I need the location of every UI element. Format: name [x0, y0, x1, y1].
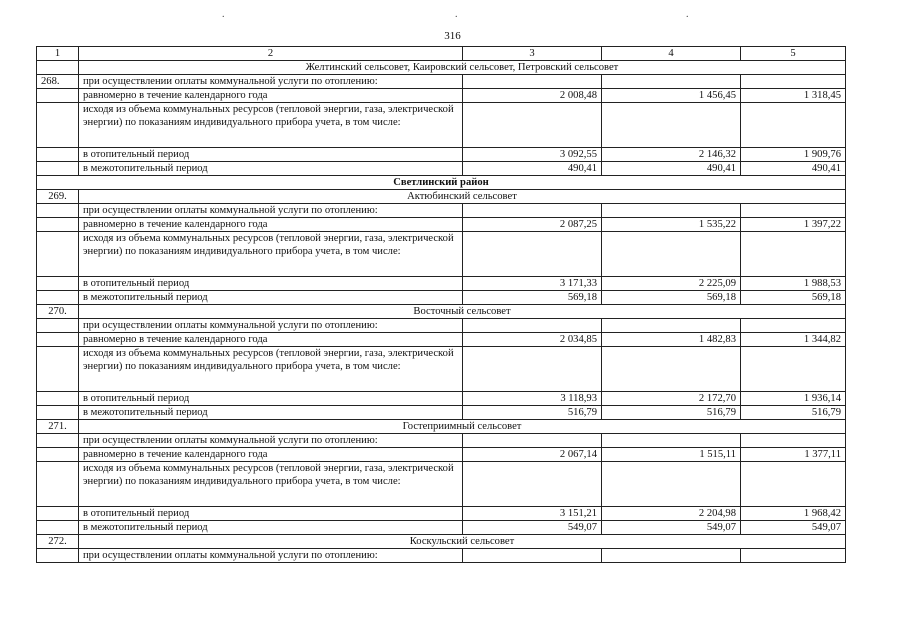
row-number-cell — [37, 148, 79, 162]
table-row — [37, 392, 846, 406]
table-row — [37, 162, 846, 176]
table-row — [37, 347, 846, 392]
value-cell-col4: 1 456,45 — [602, 89, 741, 103]
value-cell-col5: 490,41 — [741, 162, 846, 176]
value-cell-col3 — [463, 103, 602, 148]
value-cell-col5 — [741, 204, 846, 218]
row-number-cell — [37, 162, 79, 176]
row-label: в межотопительный период — [79, 521, 463, 535]
row-number-cell — [37, 434, 79, 448]
table-row — [37, 462, 846, 507]
page-number: 316 — [444, 30, 461, 42]
value-cell-col4: 2 204,98 — [602, 507, 741, 521]
value-cell-col4 — [602, 204, 741, 218]
row-label: исходя из объема коммунальных ресурсов (тепловой энергии, газа, электрической энергии) по показаниям индивидуального прибора учета, в том числе: — [79, 103, 463, 148]
section-row — [37, 61, 846, 75]
row-number-cell — [37, 462, 79, 507]
table-row — [37, 333, 846, 347]
value-cell-col3 — [463, 462, 602, 507]
section-row — [37, 535, 846, 549]
value-cell-col4: 2 172,70 — [602, 392, 741, 406]
table-row — [37, 319, 846, 333]
value-cell-col5: 1 968,42 — [741, 507, 846, 521]
table-row — [37, 448, 846, 462]
row-number-cell: 269. — [37, 190, 79, 204]
scan-dot: . — [222, 9, 225, 20]
row-label: в межотопительный период — [79, 162, 463, 176]
row-number-cell — [37, 277, 79, 291]
value-cell-col4: 490,41 — [602, 162, 741, 176]
table-row — [37, 507, 846, 521]
row-label: исходя из объема коммунальных ресурсов (тепловой энергии, газа, электрической энергии) по показаниям индивидуального прибора учета, в том числе: — [79, 232, 463, 277]
row-label: в отопительный период — [79, 507, 463, 521]
value-cell-col4: 2 225,09 — [602, 277, 741, 291]
table-row — [37, 277, 846, 291]
row-number-cell — [37, 319, 79, 333]
value-cell-col4 — [602, 103, 741, 148]
row-number-cell — [37, 103, 79, 148]
column-header-row — [37, 47, 846, 61]
value-cell-col5: 1 318,45 — [741, 89, 846, 103]
value-cell-col5: 569,18 — [741, 291, 846, 305]
section-row — [37, 305, 846, 319]
value-cell-col3: 2 008,48 — [463, 89, 602, 103]
section-title: Восточный сельсовет — [79, 305, 846, 319]
row-number-cell — [37, 406, 79, 420]
section-title: Актюбинский сельсовет — [79, 190, 846, 204]
row-label: в межотопительный период — [79, 291, 463, 305]
value-cell-col3 — [463, 319, 602, 333]
value-cell-col5 — [741, 75, 846, 89]
row-label: в отопительный период — [79, 148, 463, 162]
value-cell-col3 — [463, 347, 602, 392]
value-cell-col4: 1 535,22 — [602, 218, 741, 232]
table-row — [37, 549, 846, 563]
value-cell-col3 — [463, 75, 602, 89]
row-label: равномерно в течение календарного года — [79, 448, 463, 462]
value-cell-col3: 2 067,14 — [463, 448, 602, 462]
row-number-cell: 272. — [37, 535, 79, 549]
row-number-cell — [37, 347, 79, 392]
value-cell-col5: 516,79 — [741, 406, 846, 420]
row-label: при осуществлении оплаты коммунальной услуги по отоплению: — [79, 319, 463, 333]
value-cell-col3: 549,07 — [463, 521, 602, 535]
value-cell-col4: 1 515,11 — [602, 448, 741, 462]
district-row — [37, 176, 846, 190]
value-cell-col3: 569,18 — [463, 291, 602, 305]
value-cell-col3 — [463, 232, 602, 277]
table-row — [37, 521, 846, 535]
section-row — [37, 190, 846, 204]
table-row — [37, 148, 846, 162]
row-label: при осуществлении оплаты коммунальной услуги по отоплению: — [79, 204, 463, 218]
value-cell-col4: 549,07 — [602, 521, 741, 535]
table-row — [37, 204, 846, 218]
value-cell-col5 — [741, 232, 846, 277]
column-header: 3 — [463, 47, 602, 61]
row-number-cell — [37, 204, 79, 218]
value-cell-col3: 516,79 — [463, 406, 602, 420]
value-cell-col4 — [602, 549, 741, 563]
value-cell-col3: 490,41 — [463, 162, 602, 176]
value-cell-col5: 1 344,82 — [741, 333, 846, 347]
table-row — [37, 291, 846, 305]
value-cell-col5: 1 377,11 — [741, 448, 846, 462]
row-label: при осуществлении оплаты коммунальной услуги по отоплению: — [79, 434, 463, 448]
tariff-table — [36, 46, 846, 563]
row-number-cell — [37, 448, 79, 462]
table-row — [37, 232, 846, 277]
row-label: равномерно в течение календарного года — [79, 333, 463, 347]
value-cell-col5 — [741, 462, 846, 507]
value-cell-col5: 1 397,22 — [741, 218, 846, 232]
value-cell-col3: 3 171,33 — [463, 277, 602, 291]
value-cell-col5 — [741, 319, 846, 333]
value-cell-col4: 516,79 — [602, 406, 741, 420]
column-header: 5 — [741, 47, 846, 61]
value-cell-col5: 1 988,53 — [741, 277, 846, 291]
value-cell-col3 — [463, 204, 602, 218]
table-row — [37, 75, 846, 89]
table-row — [37, 434, 846, 448]
row-number-cell: 268. — [37, 75, 79, 89]
column-header: 4 — [602, 47, 741, 61]
row-number-cell — [37, 61, 79, 75]
row-label: при осуществлении оплаты коммунальной услуги по отоплению: — [79, 75, 463, 89]
row-label: равномерно в течение календарного года — [79, 89, 463, 103]
table-row — [37, 103, 846, 148]
value-cell-col3: 2 034,85 — [463, 333, 602, 347]
value-cell-col3 — [463, 434, 602, 448]
value-cell-col4 — [602, 232, 741, 277]
value-cell-col4: 1 482,83 — [602, 333, 741, 347]
row-number-cell: 270. — [37, 305, 79, 319]
section-row — [37, 420, 846, 434]
district-title: Светлинский район — [37, 176, 846, 190]
value-cell-col3: 3 092,55 — [463, 148, 602, 162]
value-cell-col5: 1 909,76 — [741, 148, 846, 162]
value-cell-col4 — [602, 462, 741, 507]
row-number-cell — [37, 218, 79, 232]
scan-dot: . — [455, 9, 458, 20]
value-cell-col4 — [602, 347, 741, 392]
scan-dot: . — [686, 9, 689, 20]
row-label: равномерно в течение календарного года — [79, 218, 463, 232]
table-row — [37, 89, 846, 103]
value-cell-col4: 2 146,32 — [602, 148, 741, 162]
row-number-cell — [37, 521, 79, 535]
row-number-cell — [37, 392, 79, 406]
row-number-cell — [37, 549, 79, 563]
value-cell-col3: 3 151,21 — [463, 507, 602, 521]
row-number-cell — [37, 507, 79, 521]
value-cell-col3: 2 087,25 — [463, 218, 602, 232]
section-title: Гостеприимный сельсовет — [79, 420, 846, 434]
row-number-cell — [37, 89, 79, 103]
table-row — [37, 406, 846, 420]
value-cell-col5: 549,07 — [741, 521, 846, 535]
row-number-cell — [37, 232, 79, 277]
column-header: 1 — [37, 47, 79, 61]
value-cell-col4: 569,18 — [602, 291, 741, 305]
row-label: при осуществлении оплаты коммунальной услуги по отоплению: — [79, 549, 463, 563]
row-number-cell: 271. — [37, 420, 79, 434]
row-label: в отопительный период — [79, 392, 463, 406]
section-title: Коскульский сельсовет — [79, 535, 846, 549]
value-cell-col4 — [602, 319, 741, 333]
value-cell-col4 — [602, 75, 741, 89]
value-cell-col4 — [602, 434, 741, 448]
row-number-cell — [37, 333, 79, 347]
value-cell-col5: 1 936,14 — [741, 392, 846, 406]
value-cell-col5 — [741, 434, 846, 448]
row-label: исходя из объема коммунальных ресурсов (тепловой энергии, газа, электрической энергии) по показаниям индивидуального прибора учета, в том числе: — [79, 347, 463, 392]
row-label: исходя из объема коммунальных ресурсов (тепловой энергии, газа, электрической энергии) по показаниям индивидуального прибора учета, в том числе: — [79, 462, 463, 507]
row-label: в отопительный период — [79, 277, 463, 291]
row-number-cell — [37, 291, 79, 305]
table-row — [37, 218, 846, 232]
value-cell-col5 — [741, 549, 846, 563]
row-label: в межотопительный период — [79, 406, 463, 420]
section-title: Желтинский сельсовет, Каировский сельсовет, Петровский сельсовет — [79, 61, 846, 75]
value-cell-col3: 3 118,93 — [463, 392, 602, 406]
value-cell-col5 — [741, 347, 846, 392]
value-cell-col5 — [741, 103, 846, 148]
value-cell-col3 — [463, 549, 602, 563]
column-header: 2 — [79, 47, 463, 61]
